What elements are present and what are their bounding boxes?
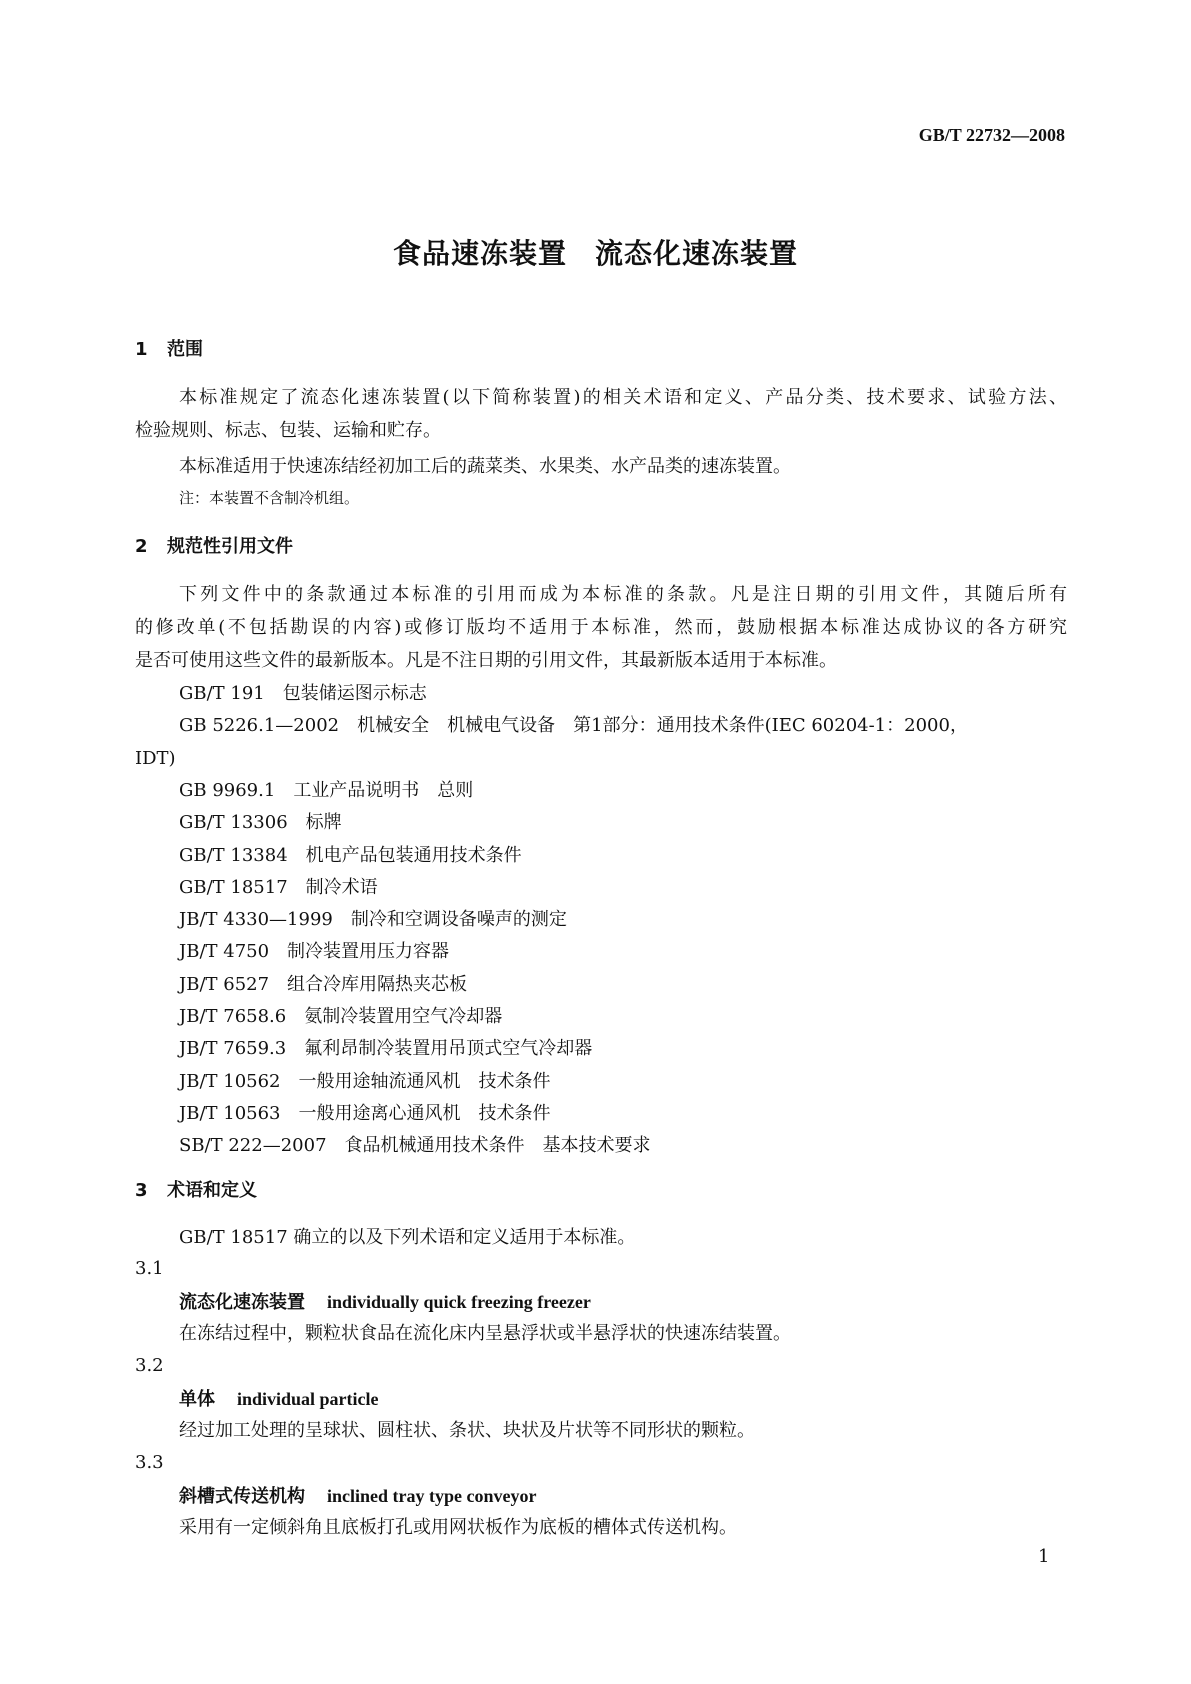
term-chinese: 单体: [179, 1389, 215, 1410]
reference-title: 食品机械通用技术条件 基本技术要求: [344, 1135, 651, 1157]
page-number: 1: [1038, 1546, 1050, 1567]
reference-title: 一般用途轴流通风机 技术条件: [298, 1070, 551, 1092]
term-english: individually quick freezing freezer: [327, 1292, 591, 1312]
reference-code: JB/T 10562: [179, 1070, 281, 1092]
reference-code: JB/T 4750: [179, 941, 270, 963]
term-english: inclined tray type conveyor: [327, 1486, 537, 1506]
term-definition: 采用有一定倾斜角且底板打孔或用网状板作为底板的槽体式传送机构。: [179, 1517, 737, 1538]
term-heading: [179, 1385, 1067, 1413]
term-english: individual particle: [237, 1389, 379, 1409]
term-definition: 经过加工处理的呈球状、圆柱状、条状、块状及片状等不同形状的颗粒。: [179, 1420, 755, 1441]
reference-title: 组合冷库用隔热夹芯板: [287, 973, 468, 995]
references-paragraph-line: 的修改单(不包括勘误的内容)或修订版均不适用于本标准，然而，鼓励根据本标准达成协议的各方研究: [135, 617, 1067, 638]
standard-number: GB/T 22732—2008: [918, 125, 1065, 145]
reference-item: [179, 971, 1067, 999]
scope-applicability: 本标准适用于快速冻结经初加工后的蔬菜类、水果类、水产品类的速冻装置。: [179, 456, 791, 477]
terms-intro: GB/T 18517 确立的以及下列术语和定义适用于本标准。: [179, 1227, 636, 1248]
reference-item: [179, 874, 1067, 902]
reference-title: 一般用途离心通风机 技术条件: [298, 1102, 551, 1124]
references-paragraph-line: 是否可使用这些文件的最新版本。凡是不注日期的引用文件，其最新版本适用于本标准。: [135, 650, 837, 671]
section-number: 1: [135, 339, 148, 360]
reference-title: 制冷术语: [305, 876, 378, 898]
reference-item: [179, 1068, 1067, 1096]
reference-title: 机械安全 机械电气设备 第1部分：通用技术条件(IEC 60204-1：2000，: [357, 715, 968, 737]
section-3-heading: [135, 1177, 1067, 1205]
reference-continuation: IDT): [135, 747, 176, 769]
term-chinese: 斜槽式传送机构: [179, 1486, 305, 1507]
reference-item: [179, 1003, 1067, 1031]
section-number: 2: [135, 536, 148, 557]
reference-title: 制冷装置用压力容器: [287, 941, 450, 963]
reference-code: JB/T 7659.3: [179, 1038, 287, 1060]
term-chinese: 流态化速冻装置: [179, 1292, 305, 1313]
reference-code: GB 5226.1—2002: [179, 715, 340, 737]
reference-title: 氨制冷装置用空气冷却器: [304, 1006, 503, 1027]
reference-title: 工业产品说明书 总则: [293, 779, 474, 801]
reference-item: [179, 842, 1067, 870]
term-number: 3.3: [135, 1452, 164, 1473]
reference-code: JB/T 4330—1999: [179, 909, 333, 931]
document-title: [0, 232, 1191, 272]
reference-code: GB/T 13384: [179, 844, 288, 866]
section-2-heading: [135, 533, 1067, 561]
reference-item: [179, 1132, 1067, 1160]
reference-item: [179, 777, 1067, 805]
references-paragraph-line: 下列文件中的条款通过本标准的引用而成为本标准的条款。凡是注日期的引用文件，其随后所有: [179, 584, 1067, 605]
reference-title: 机电产品包装通用技术条件: [305, 844, 522, 866]
reference-item: [179, 938, 1067, 966]
scope-paragraph-line: 检验规则、标志、包装、运输和贮存。: [135, 420, 441, 441]
scope-paragraph-line: 本标准规定了流态化速冻装置(以下简称装置)的相关术语和定义、产品分类、技术要求、试验方法、: [179, 387, 1067, 408]
section-number: 3: [135, 1180, 148, 1201]
reference-item: [179, 809, 1067, 837]
reference-code: JB/T 10563: [179, 1102, 281, 1124]
reference-code: GB/T 191: [179, 683, 265, 704]
reference-title: 制冷和空调设备噪声的测定: [350, 909, 567, 931]
term-heading: [179, 1288, 1067, 1316]
reference-title: 氟利昂制冷装置用吊顶式空气冷却器: [304, 1038, 593, 1060]
reference-title: 包装储运图示标志: [282, 683, 427, 704]
section-title: 范围: [167, 339, 203, 360]
reference-title: 标牌: [305, 812, 342, 834]
reference-code: JB/T 6527: [179, 973, 270, 995]
reference-code: JB/T 7658.6: [179, 1006, 287, 1027]
section-title: 规范性引用文件: [167, 536, 293, 557]
reference-item: [179, 712, 1067, 740]
reference-item: [179, 906, 1067, 934]
title-part-1: 食品速冻装置: [392, 237, 567, 270]
reference-item: [179, 1100, 1067, 1128]
title-part-2: 流态化速冻装置: [595, 237, 799, 270]
term-definition: 在冻结过程中，颗粒状食品在流化床内呈悬浮状或半悬浮状的快速冻结装置。: [179, 1323, 791, 1344]
reference-code: GB/T 13306: [179, 812, 288, 834]
reference-item: [179, 680, 1067, 708]
reference-code: SB/T 222—2007: [179, 1135, 327, 1157]
section-1-heading: [135, 336, 1067, 364]
scope-note: 注：本装置不含制冷机组。: [179, 489, 360, 507]
term-heading: [179, 1482, 1067, 1510]
reference-code: GB/T 18517: [179, 876, 288, 898]
reference-code: GB 9969.1: [179, 779, 276, 801]
section-title: 术语和定义: [167, 1180, 257, 1201]
term-number: 3.1: [135, 1258, 164, 1279]
reference-item: [179, 1035, 1067, 1063]
term-number: 3.2: [135, 1355, 164, 1376]
